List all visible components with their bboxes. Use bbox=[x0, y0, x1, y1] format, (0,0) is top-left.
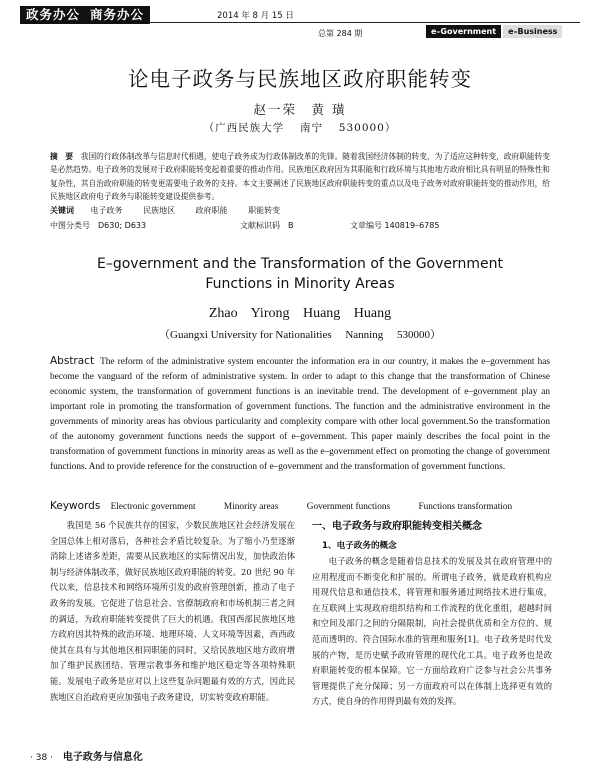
article-number: 文章编号 140819–6785 bbox=[350, 221, 440, 230]
document-code: 文献标识码 B bbox=[240, 221, 294, 230]
page-footer bbox=[30, 748, 143, 763]
english-authors: Zhao Yirong Huang Huang bbox=[208, 306, 392, 321]
page-number: · 38 · bbox=[30, 753, 53, 763]
english-keyword: Government functions bbox=[306, 502, 391, 512]
body-right-column bbox=[312, 518, 552, 710]
english-keyword: Electronic government bbox=[110, 502, 196, 512]
english-abstract-label: Abstract bbox=[50, 355, 95, 367]
chinese-abstract-text: 我国的行政体制改革与信息时代相遇，使电子政务成为行政体制改革的先锋。随着我国经济体制的转变，为了适应这种转变，政府职能转变是必然趋势。电子政务的发展对于政府职能转变起着重要的推动作用。民族地区政府因为其职能和行政环境与其他地方政府相比具有明显的特殊性和复杂性，其自治政府职能的转变更需要电子政务的支持。本文主要阐述了民族地区政府职能转变的重点以及电子政务对政府职能转变的推动作用，给民族地区政府电子政务与职能转变建设提供参考。 bbox=[50, 152, 550, 201]
tab-e-government: e–Government bbox=[426, 25, 501, 38]
english-abstract bbox=[50, 354, 550, 475]
chinese-authors: 赵一荣 黄 璜 bbox=[253, 102, 347, 117]
english-abstract-text: The reform of the administrative system encounter the information era in our country, it makes the e–government has become the vanguard of the reform of administrative system. In order to adapt to this change that the transformation of Chinese economic system, the transformation of government functions is an inevitable trend. The development of e–government play an important role in promoting the transformation of government functions. The function and the administrative environment in the governments of minority areas has obvious particularity and complexity compare with other local government.So the transformation of the autonomy government functions needs the support of e–government. This paper mainly describes the focal point in the transformation of government functions in minority areas as well as the e–government effect on promoting the change of government functions. And to provide reference for the construction of e–government and the transformation of government functions. bbox=[50, 357, 550, 472]
header-rule bbox=[148, 22, 580, 23]
chinese-keywords bbox=[50, 205, 550, 216]
chinese-keyword: 政府职能 bbox=[195, 206, 228, 215]
header-tabs bbox=[426, 25, 562, 38]
section-heading: 一、电子政务与政府职能转变相关概念 bbox=[312, 521, 482, 532]
concept-paragraph: 电子政务的概念是随着信息技术的发展及其在政府管理中的应用程度而不断变化和扩展的。所谓电子政务，就是政府机构应用现代信息和通信技术，将管理和服务通过网络技术进行集成，在互联网上实现政府组织结构和工作流程的优化重组，超越时间和空间及部门之间的分隔限制，向社会提供优质和全方位的、规范而透明的、符合国际水准的管理和服务[1]。电子政务是时代发展的产物，是历史赋予政府管理的现代化工具。电子政务也是政府职能转变的根本保障。它一方面给政府广泛参与社会公共事务管理提供了充分保障；另一方面政府可以在体制上选择更有效的方式，使自身的作用得到最有效的发挥。 bbox=[312, 556, 552, 707]
english-keyword: Minority areas bbox=[223, 502, 279, 512]
chinese-abstract bbox=[50, 150, 550, 203]
page-header bbox=[0, 0, 600, 46]
chinese-abstract-label: 摘 要 bbox=[50, 152, 74, 161]
journal-name: 电子政务与信息化 bbox=[62, 752, 143, 763]
chinese-keyword: 职能转变 bbox=[248, 206, 281, 215]
english-keywords-label: Keywords bbox=[50, 500, 101, 512]
english-keywords bbox=[50, 500, 550, 512]
english-keyword: Functions transformation bbox=[418, 502, 513, 512]
section-label-gov: 政务办公 bbox=[26, 7, 81, 22]
chinese-title: 论电子政务与民族地区政府职能转变 bbox=[128, 67, 472, 91]
section-badge bbox=[20, 6, 150, 24]
issue-date: 2014 年 8 月 15 日 bbox=[217, 11, 294, 21]
intro-paragraph: 我国是 56 个民族共存的国家，少数民族地区社会经济发展在全国总体上相对落后，各种社会矛盾比较复杂。为了缩小乃至逐渐消除上述诸多差距，需要从民族地区的实际情况出发，加快政治体制与经济体制改革，做好民族地区政府职能的转变。20 世纪 90 年代以来，信息技术和网络环境所引发的政府管理创新，推动了电子政务的发展。它促进了信息社会、官僚制政府和市场机制三者之间的调适，为政府职能转变提供了巨大的机遇。我国西部民族地区地方政府因其特殊的政治环境、地理环境、人文环境等因素，西西政使其在具有与其他地区相同职能的同时，又给民族地区地方政府增加了维护民族团结、管理宗教事务和维护地区稳定等各项特殊职能。发展电子政务是应对以上这些复杂问题最有效的方式，因此民族地区自治政府更应加强电子政务建设，切实转变政府职能。 bbox=[50, 520, 295, 702]
chinese-keywords-label: 关键词 bbox=[50, 206, 74, 215]
section-label-biz: 商务办公 bbox=[90, 7, 145, 22]
class-number: 中图分类号 D630; D633 bbox=[50, 221, 147, 230]
english-affiliation: （Guangxi University for Nationalities Nanning 530000） bbox=[159, 329, 441, 341]
chinese-affiliation: （广西民族大学 南宁 530000） bbox=[203, 122, 397, 134]
issue-number: 总第 284 期 bbox=[318, 29, 363, 38]
chinese-keyword: 电子政务 bbox=[90, 206, 123, 215]
subsection-heading: 1、电子政务的概念 bbox=[322, 541, 397, 551]
chinese-keyword: 民族地区 bbox=[143, 206, 176, 215]
body-left-column bbox=[50, 518, 295, 705]
english-title: E–government and the Transformation of the Government Functions in Minority Areas bbox=[96, 256, 504, 292]
tab-e-business: e–Business bbox=[503, 25, 562, 38]
